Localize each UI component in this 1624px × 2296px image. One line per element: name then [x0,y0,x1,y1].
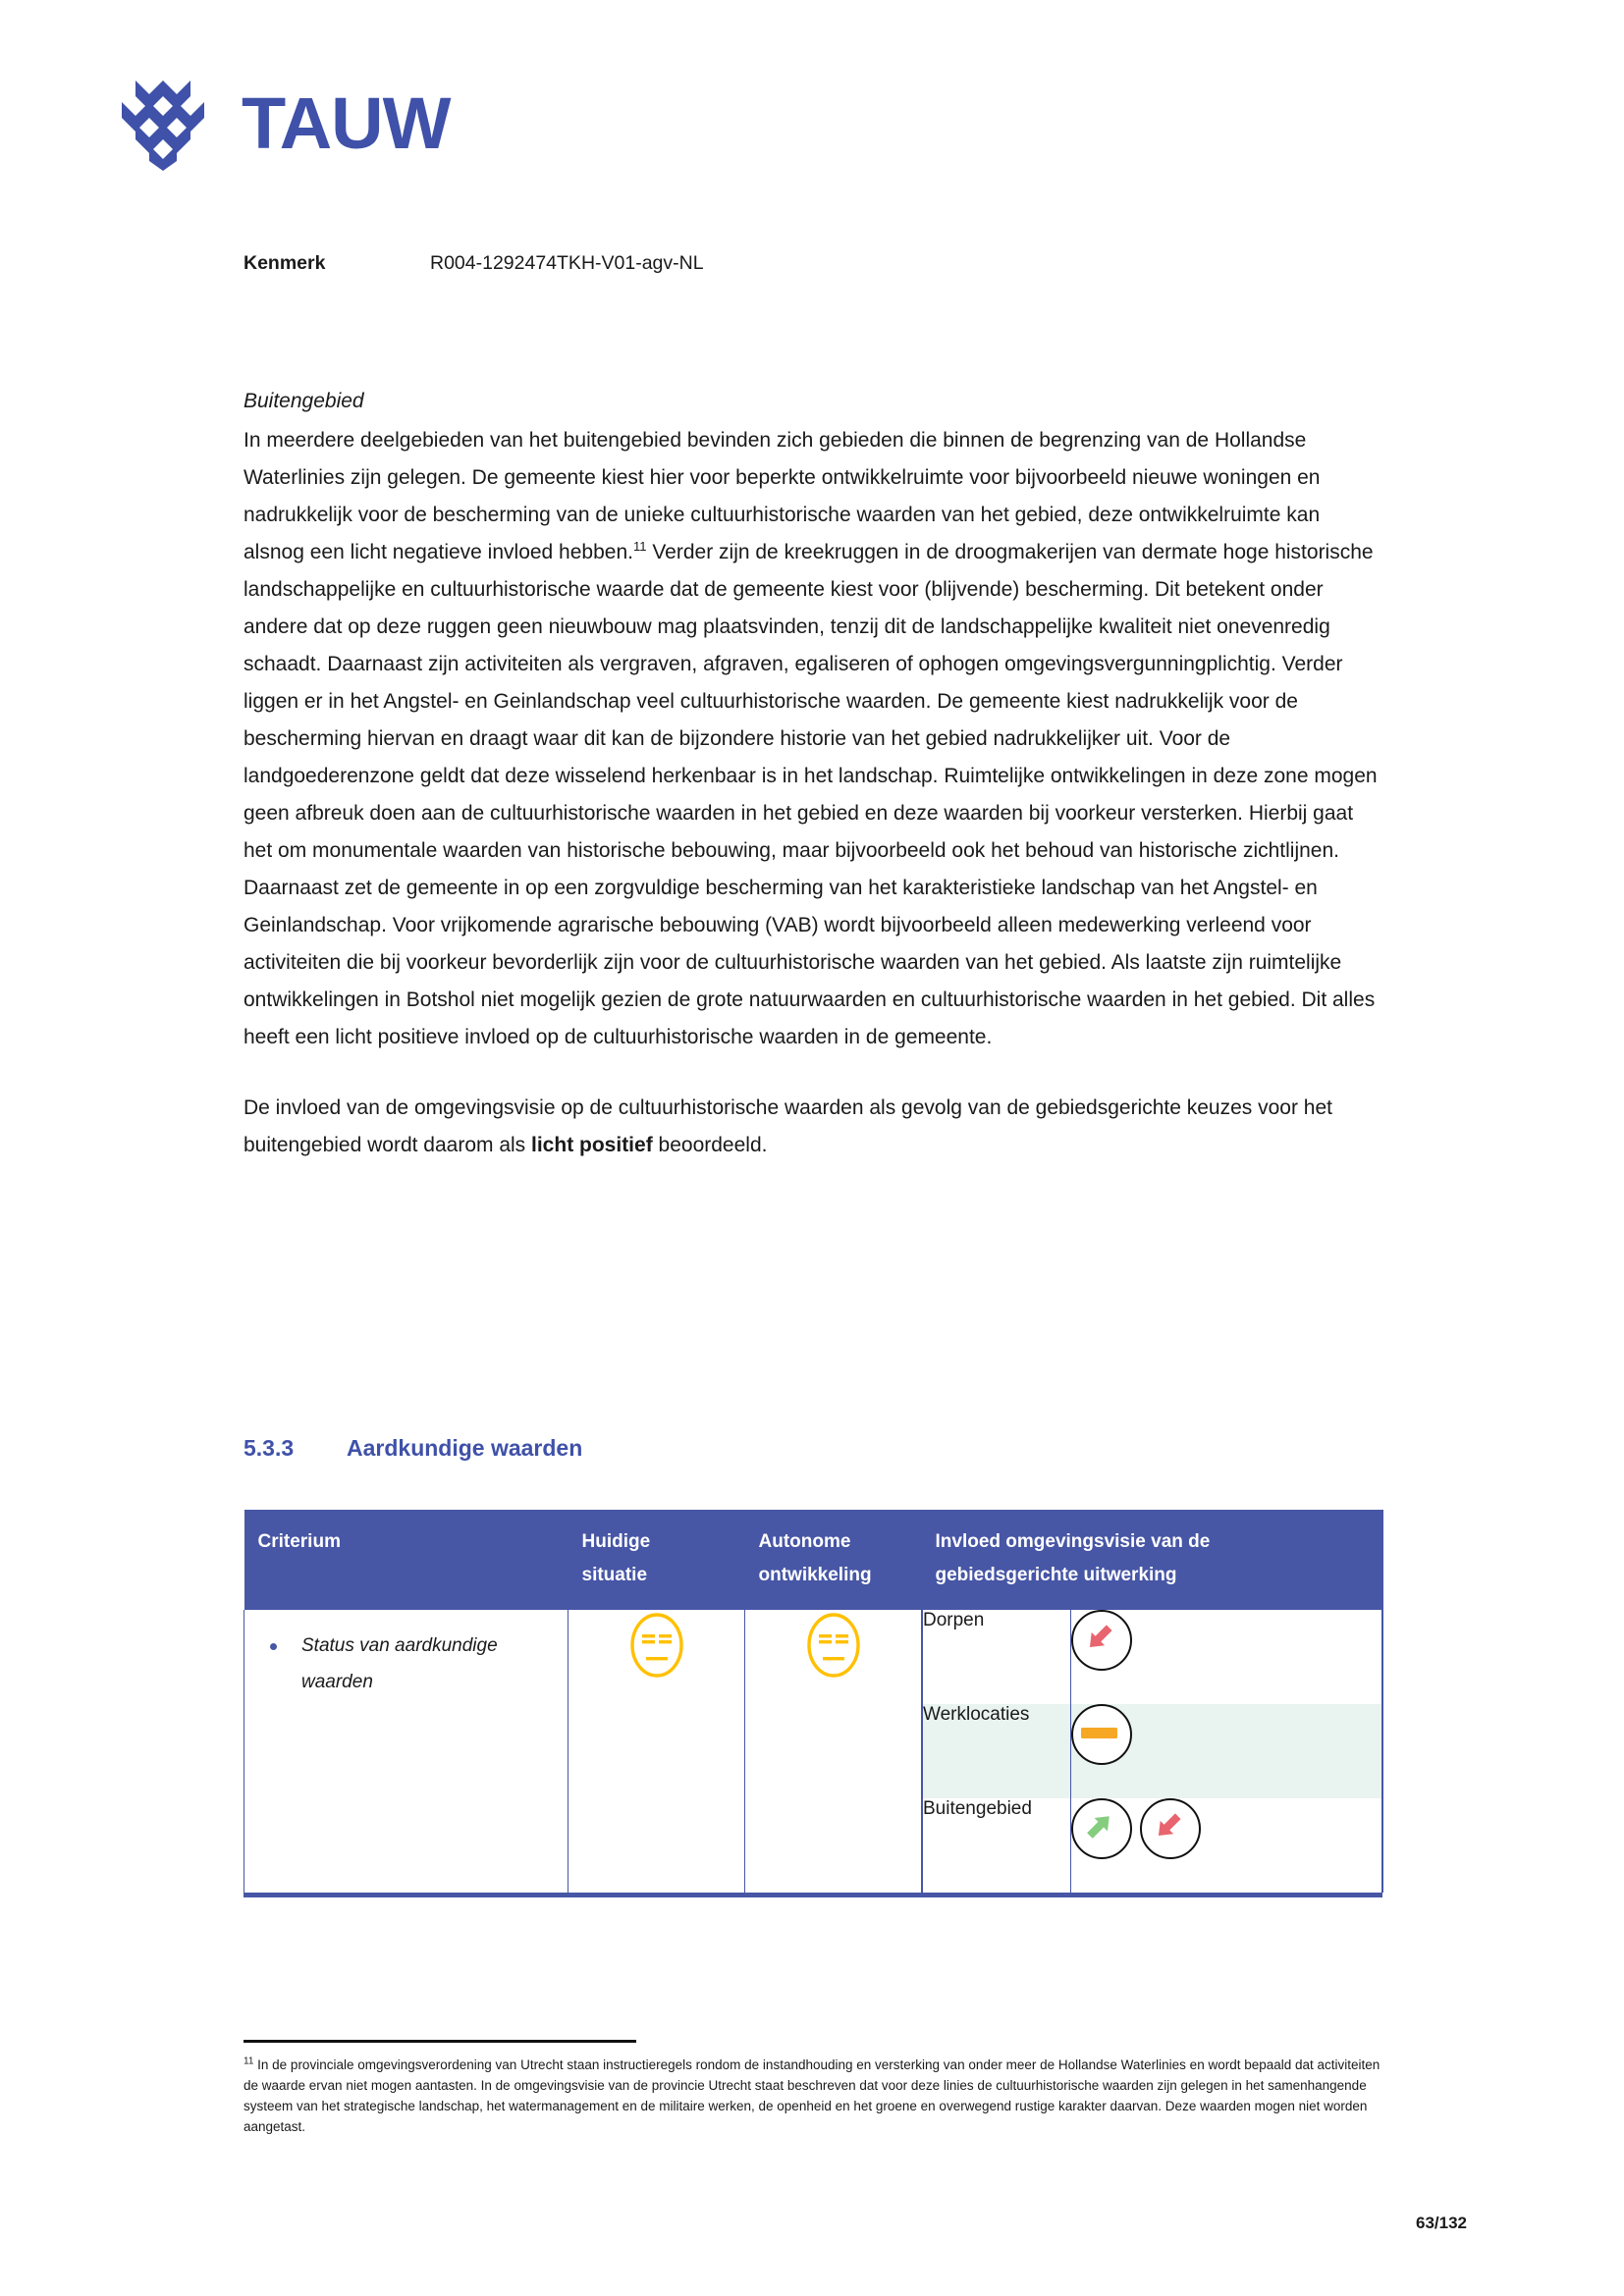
column-header-criterium [244,1510,568,1610]
neutral-face-icon [803,1610,864,1685]
footnote-text [244,2055,1382,2137]
table-bottom-rule [244,1893,1382,1897]
conclusion-text-part1: De invloed van de omgevingsvisie op de cultuurhistorische waarden als gevolg van de gebiedsgerichte keuzes voor het buitengebied wordt daarom als [244,1096,1333,1156]
column-header-invloed-omgevingsvisie [922,1510,1383,1610]
arrow-up-right-green-icon [1071,1798,1132,1859]
tauw-logo [106,77,450,171]
table-row [923,1610,1382,1704]
column-header-huidige-line2: situatie [581,1565,648,1585]
neutral-face-icon [626,1610,687,1685]
cell-criterium [244,1610,568,1893]
column-header-criterium-line1: Criterium [257,1531,341,1552]
section-heading [244,1435,582,1462]
column-header-invloed-line2: gebiedsgerichte uitwerking [935,1565,1177,1585]
column-header-autonome-line2: ontwikkeling [758,1565,872,1585]
cell-invloed-omgevingsvisie [922,1610,1383,1893]
section-title: Aardkundige waarden [347,1435,583,1461]
kenmerk-value: R004-1292474TKH-V01-agv-NL [430,252,704,274]
body-content [244,383,1382,1198]
footnote-reference-marker: 11 [632,539,647,554]
arrow-down-right-red-icon [1140,1798,1201,1859]
table-row [244,1610,1383,1893]
area-icons-dorpen [1071,1610,1382,1704]
table-row [923,1704,1382,1798]
footnote-body: In de provinciale omgevingsverordening van Utrecht staan instructieregels rondom de instandhouding en versterking van onder meer de Hollandse Waterlinies en wordt bepaald dat activiteiten de waarde ervan niet mogen aantasten. In de omgevingsvisie van de provincie Utrecht staat beschreven dat voor deze linies de cultuurhistorische waarden zijn gelegen in het samenhangende systeem van het strategische landschap, het watermanagement en de militaire werken, de openheid en het groene en overwegend rustige karakter daarvan. Deze waarden mogen niet worden aangetast. [244,2057,1380,2134]
area-icons-buitengebied [1071,1798,1382,1893]
cell-huidige-situatie [568,1610,745,1893]
area-icons-werklocaties [1071,1704,1382,1798]
column-header-autonome-ontwikkeling [745,1510,922,1610]
footnote-separator [244,2040,636,2043]
kenmerk-label: Kenmerk [244,252,326,274]
page-number: 63/132 [1416,2214,1467,2232]
list-item: Status van aardkundige waarden [258,1628,554,1700]
conclusion-verdict: licht positief [531,1134,653,1156]
section-number: 5.3.3 [244,1435,295,1461]
neutral-bar-orange-icon [1071,1704,1132,1765]
table-header-row [244,1510,1383,1610]
area-label-werklocaties: Werklocaties [923,1704,1071,1798]
cell-autonome-ontwikkeling [745,1610,922,1893]
subheading-buitengebied: Buitengebied [244,390,364,412]
paragraph-text-part2: Verder zijn de kreekruggen in de droogmakerijen van dermate hoge historische landschappelijke en cultuurhistorische waarde dat de gemeente kiest voor (blijvende) bescherming. Dit betekent onder andere dat op deze ruggen geen nieuwbouw mag plaatsvinden, tenzij dit de landschappelijke kwaliteit niet onevenredig schaadt. Daarnaast zijn activiteiten als vergraven, afgraven, egaliseren of ophogen omgevingsvergunningplichtig. Verder liggen er in het Angstel- en Geinlandschap veel cultuurhistorische waarden. De gemeente kiest nadrukkelijk voor de bescherming hiervan en draagt waar dit kan de bijzondere historie van het gebied nadrukkelijker uit. Voor de landgoederenzone geldt dat deze wisselend herkenbaar is in het landschap. Ruimtelijke ontwikkelingen in deze zone mogen geen afbreuk doen aan de cultuurhistorische waarden in het gebied en deze waarden bij voorkeur versterken. Hierbij gaat het om monumentale waarden van historische bebouwing, maar bijvoorbeeld ook het behoud van historische zichtlijnen. Daarnaast zet de gemeente in op een zorgvuldige bescherming van het karakteristieke landschap van het Angstel- en Geinlandschap. Voor vrijkomende agrarische bebouwing (VAB) wordt bijvoorbeeld alleen medewerking verleend voor activiteiten die bij voorkeur bevorderlijk zijn voor de cultuurhistorische waarden van het gebied. Als laatste zijn ruimtelijke ontwikkelingen in Botshol niet mogelijk gezien de grote natuurwaarden en cultuurhistorische waarden in het gebied. Dit alles heeft een licht positieve invloed op de cultuurhistorische waarden in de gemeente. [244,541,1378,1048]
footnote-area [244,2040,1382,2137]
assessment-table-wrapper [244,1510,1382,1897]
assessment-table [244,1510,1383,1893]
paragraph-buitengebied [244,422,1382,1056]
column-header-huidige-line1: Huidige [581,1531,651,1552]
column-header-invloed-line1: Invloed omgevingsvisie van de [935,1531,1211,1552]
footnote-marker: 11 [244,2056,254,2067]
conclusion-text-part2: beoordeeld. [652,1134,768,1156]
kenmerk-row [244,252,704,275]
area-subtable [922,1610,1382,1893]
table-row [923,1798,1382,1893]
area-label-buitengebied: Buitengebied [923,1798,1071,1893]
column-header-autonome-line1: Autonome [758,1531,851,1552]
tauw-logo-mark [106,77,216,171]
column-header-huidige-situatie [568,1510,745,1610]
paragraph-conclusion [244,1090,1382,1164]
area-label-dorpen: Dorpen [923,1610,1071,1704]
paragraph-text-part1: In meerdere deelgebieden van het buitengebied bevinden zich gebieden die binnen de begrenzing van de Hollandse Waterlinies zijn gelegen. De gemeente kiest hier voor beperkte ontwikkelruimte voor bijvoorbeeld nieuwe woningen en nadrukkelijk voor de bescherming van de unieke cultuurhistorische waarden van het gebied, deze ontwikkelruimte kan alsnog een licht negatieve invloed hebben. [244,429,1321,563]
tauw-logo-text: TAUW [242,82,451,164]
criterion-list [258,1628,554,1700]
arrow-down-right-red-icon [1071,1610,1132,1671]
